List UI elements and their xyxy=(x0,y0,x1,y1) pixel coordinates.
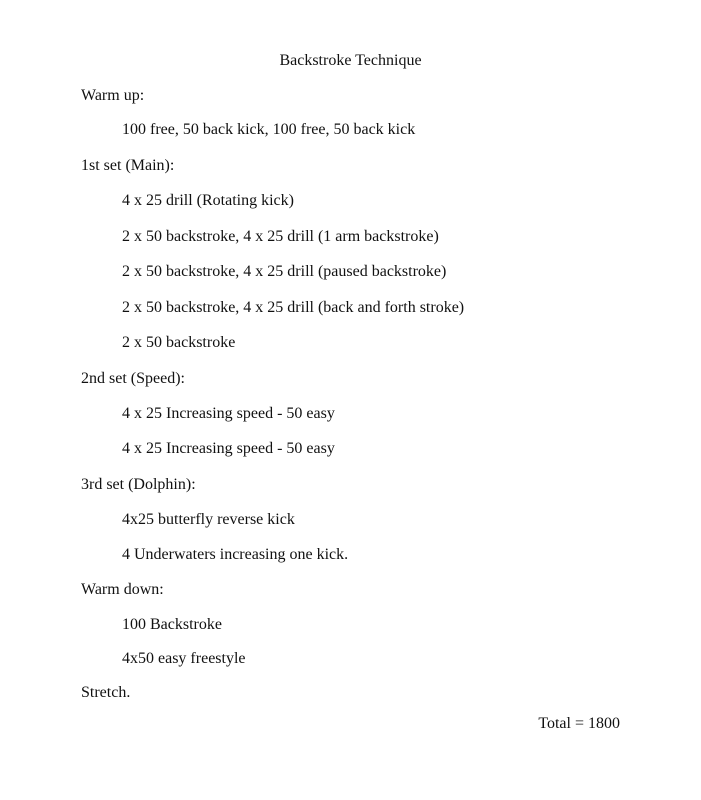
total-yardage: Total = 1800 xyxy=(538,715,620,732)
list-item: 4 x 25 drill (Rotating kick) xyxy=(122,192,294,209)
list-item: 4 x 25 Increasing speed - 50 easy xyxy=(122,405,335,422)
list-item: 2 x 50 backstroke, 4 x 25 drill (1 arm backstroke) xyxy=(122,228,439,245)
list-item: 2 x 50 backstroke, 4 x 25 drill (back and forth stroke) xyxy=(122,299,465,316)
list-item: 100 free, 50 back kick, 100 free, 50 back kick xyxy=(122,121,416,138)
list-item: 4 x 25 Increasing speed - 50 easy xyxy=(122,440,335,457)
section-heading-speed-set: 2nd set (Speed): xyxy=(81,370,185,387)
list-item: 2 x 50 backstroke, 4 x 25 drill (paused backstroke) xyxy=(122,263,447,280)
list-item: 100 Backstroke xyxy=(122,616,222,633)
list-item: 4x25 butterfly reverse kick xyxy=(122,511,295,528)
section-heading-warm-up: Warm up: xyxy=(81,87,145,104)
document-title: Backstroke Technique xyxy=(279,52,422,69)
section-heading-dolphin-set: 3rd set (Dolphin): xyxy=(81,476,196,493)
closing-note: Stretch. xyxy=(81,684,131,701)
section-heading-main-set: 1st set (Main): xyxy=(81,157,175,174)
list-item: 4x50 easy freestyle xyxy=(122,650,246,667)
list-item: 2 x 50 backstroke xyxy=(122,334,236,351)
section-heading-warm-down: Warm down: xyxy=(81,581,164,598)
list-item: 4 Underwaters increasing one kick. xyxy=(122,546,349,563)
